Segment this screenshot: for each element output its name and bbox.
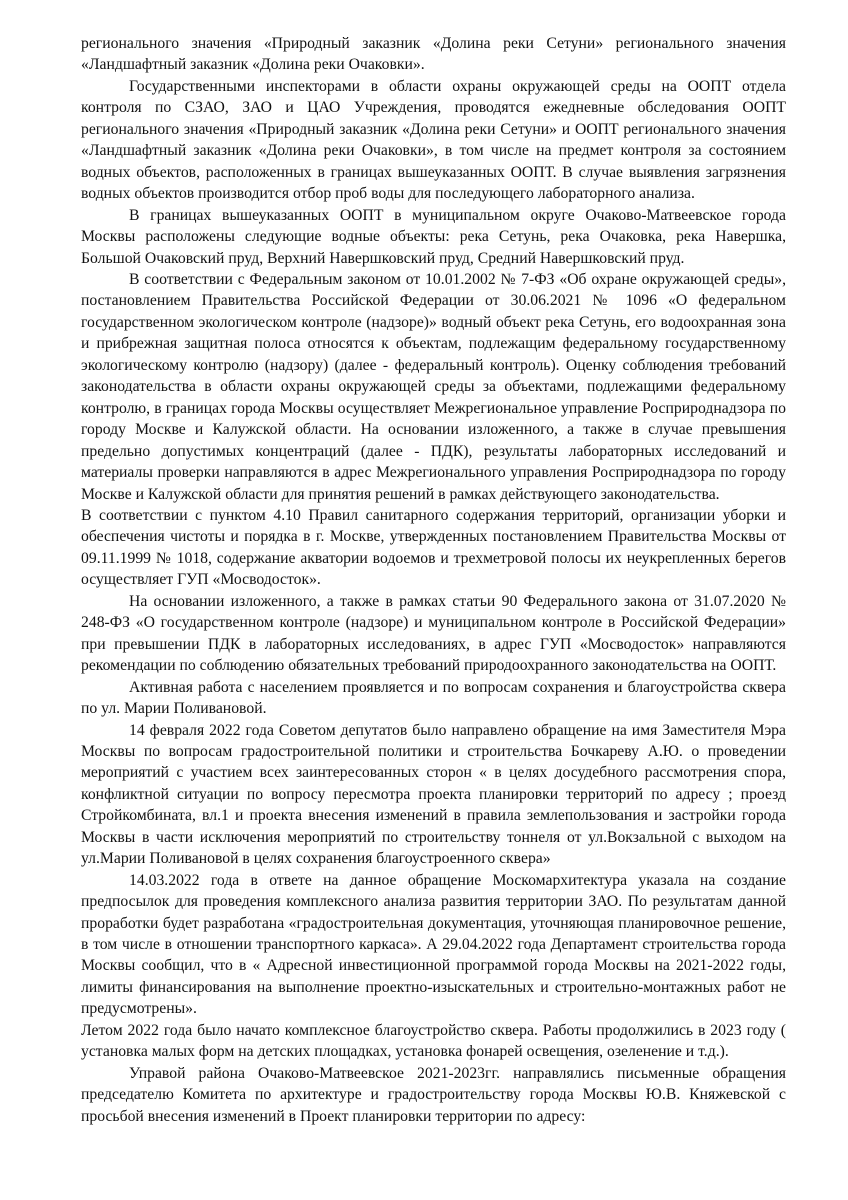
paragraph-4: В соответствии с Федеральным законом от 10.01.2002 № 7-ФЗ «Об охране окружающей среды», постановлением Правительства Российской Федерации от 30.06.2021 № 1096 «О федеральном государственном экологическом контроле (надзоре)» водный объект река Сетунь, его водоохранная зона и прибрежная защитная полоса относятся к объектам, подлежащим федеральному государственному экологическому контролю (надзору) (далее - федеральный контроль). Оценку соблюдения требований законодательства в области охраны окружающей среды за объектами, подлежащими федеральному контролю, в границах города Москвы осуществляет Межрегиональное управление Росприроднадзора по городу Москве и Калужской области. На основании изложенного, а также в случае превышения предельно допустимых концентраций (далее - ПДК), результаты лабораторных исследований и материалы проверки направляются в адрес Межрегионального управления Росприроднадзора по городу Москве и Калужской области для принятия решений в рамках действующего законодательства. (81, 270, 786, 503)
paragraph-9: 14.03.2022 года в ответе на данное обращение Москомархитектура указала на создание предпосылок для проведения комплексного анализа развития территории ЗАО. По результатам данной проработки будет разработана «градостроительная документация, уточняющая планировочное решение, в том числе в отношении транспортного каркаса». А 29.04.2022 года Департамент строительства города Москвы сообщил, что в « Адресной инвестиционной программой города Москвы на 2021-2022 годы, лимиты финансирования на выполнение проектно-изыскательных и строительно-монтажных работ не предусмотрены». (81, 871, 786, 1018)
paragraph-7: Активная работа с населением проявляется и по вопросам сохранения и благоустройства сквера по ул. Марии Поливановой. (81, 678, 786, 718)
paragraph-5: В соответствии с пунктом 4.10 Правил санитарного содержания территорий, организации уборки и обеспечения чистоты и порядка в г. Москве, утвержденных постановлением Правительства Москвы от 09.11.1999 № 1018, содержание акватории водоемов и трехметровой полосы их неукрепленных берегов осуществляет ГУП «Мосводосток». (81, 506, 786, 589)
paragraph-8: 14 февраля 2022 года Советом депутатов было направлено обращение на имя Заместителя Мэра Москвы по вопросам градостроительной политики и строительства Бочкареву А.Ю. о проведении мероприятий с участием всех заинтересованных сторон « в целях досудебного рассмотрения спора, конфликтной ситуации по вопросу пересмотра проекта планировки территорий по адресу ; проезд Стройкомбината, вл.1 и проекта внесения изменений в правила землепользования и застройки города Москвы в части исключения мероприятий по строительству тоннеля от ул.Вокзальной с выходом на ул.Марии Поливановой в целях сохранения благоустроенного сквера» (81, 721, 786, 868)
paragraph-11: Управой района Очаково-Матвеевское 2021-2023гг. направлялись письменные обращения председателю Комитета по архитектуре и градостроительству города Москвы Ю.В. Княжевской с просьбой внесения изменений в Проект планировки территории по адресу: (81, 1064, 786, 1125)
paragraph-2: Государственными инспекторами в области охраны окружающей среды на ООПТ отдела контроля по СЗАО, ЗАО и ЦАО Учреждения, проводятся ежедневные обследования ООПТ регионального значения «Природный заказник «Долина реки Сетуни» и ООПТ регионального значения «Ландшафтный заказник «Долина реки Очаковки», в том числе на предмет контроля за состоянием водных объектов, расположенных в границах вышеуказанных ООПТ. В случае выявления загрязнения водных объектов производится отбор проб воды для последующего лабораторного анализа. (81, 77, 786, 203)
paragraph-10: Летом 2022 года было начато комплексное благоустройство сквера. Работы продолжились в 2023 году ( установка малых форм на детских площадках, установка фонарей освещения, озеленение и т.д.). (81, 1021, 786, 1061)
paragraph-6: На основании изложенного, а также в рамках статьи 90 Федерального закона от 31.07.2020 № 248-ФЗ «О государственном контроле (надзоре) и муниципальном контроле в Российской Федерации» при превышении ПДК в лабораторных исследованиях, в адрес ГУП «Мосводосток» направляются рекомендации по соблюдению обязательных требований природоохранного законодательства на ООПТ. (81, 592, 786, 675)
paragraph-3: В границах вышеуказанных ООПТ в муниципальном округе Очаково-Матвеевское города Москвы расположены следующие водные объекты: река Сетунь, река Очаковка, река Навершка, Большой Очаковский пруд, Верхний Навершковский пруд, Средний Навершковский пруд. (81, 206, 786, 267)
paragraph-1: регионального значения «Природный заказник «Долина реки Сетуни» регионального значения «Ландшафтный заказник «Долина реки Очаковки». (81, 35, 786, 74)
